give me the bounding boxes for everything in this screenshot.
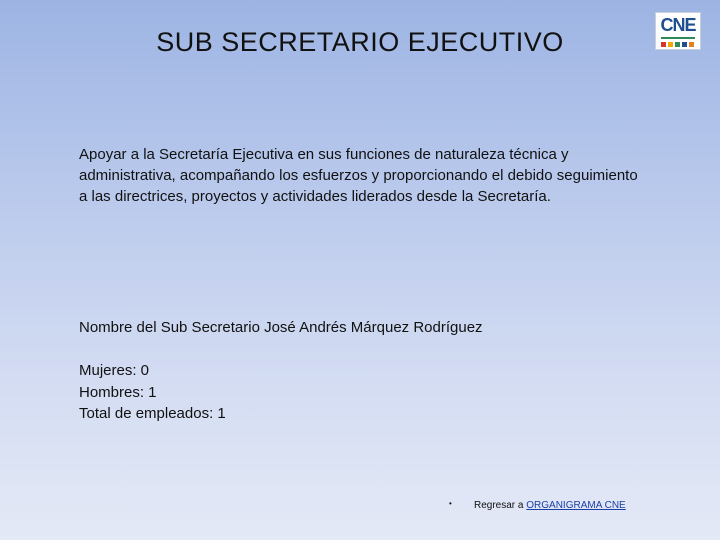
logo-underline — [661, 37, 695, 39]
men-count: Hombres: 1 — [79, 383, 157, 401]
back-label: Regresar a — [474, 500, 527, 511]
organigrama-link[interactable]: ORGANIGRAMA CNE — [526, 500, 626, 511]
cne-logo-icon — [655, 12, 701, 50]
logo-color-dots — [661, 42, 697, 47]
back-navigation — [474, 500, 626, 512]
total-employees: Total de empleados: 1 — [79, 405, 226, 422]
women-count: Mujeres: 0 — [79, 362, 150, 379]
subsecretary-name: Nombre del Sub Secretario José Andrés Márquez Rodríguez — [79, 319, 483, 336]
logo-text: CNE — [660, 15, 696, 35]
bullet-icon: • — [449, 499, 452, 508]
role-description: Apoyar a la Secretaría Ejecutiva en sus funciones de naturaleza técnica y administrativa, acompañando los esfuerzos y proporcionando el debido seguimiento a las directrices, proyectos y actividades liderados desde la Secretaría. — [79, 146, 638, 205]
slide-title: SUB SECRETARIO EJECUTIVO — [156, 27, 564, 57]
employee-stats — [79, 360, 226, 425]
